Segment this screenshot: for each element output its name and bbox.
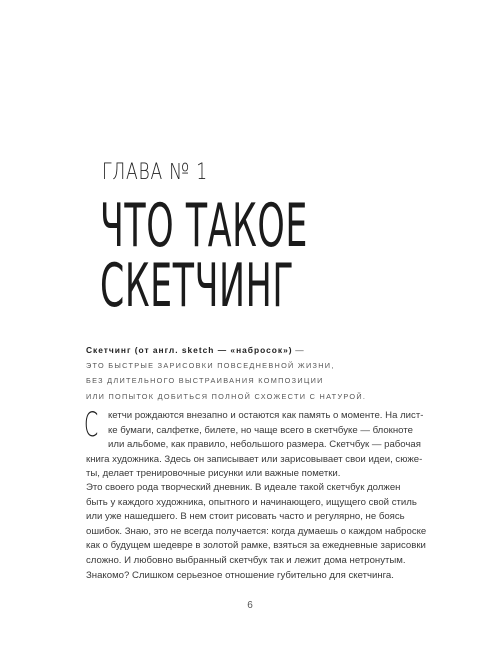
- paragraph-line: быть у каждого художника, опытного и начинающего, ищущего свой стиль: [86, 496, 417, 508]
- paragraph-2: [86, 481, 427, 583]
- paragraph-line: кетчи рождаются внезапно и остаются как память о моменте. На лист-: [108, 410, 424, 421]
- definition-dash: —: [292, 345, 305, 355]
- definition-line-2: БЕЗ ДЛИТЕЛЬНОГО ВЫСТРАИВАНИЯ КОМПОЗИЦИИ: [86, 376, 324, 386]
- paragraph-line: сложно. И любовно выбранный скетчбук так и лежит дома нетронутым.: [86, 554, 406, 566]
- paragraph-line: ке бумаги, салфетке, билете, но чаще всего в скетчбуке — блокноте: [108, 424, 413, 436]
- page-number: 6: [247, 600, 253, 611]
- paragraph-line: ты, делает тренировочные рисунки или важные пометки.: [86, 468, 341, 480]
- paragraph-line: как о будущем шедевре в золотой рамке, взяться за ежедневные зарисовки: [86, 540, 426, 552]
- paragraph-line: или альбоме, как правило, небольшого размера. Скетчбук — рабочая: [108, 439, 421, 451]
- paragraph-line: Знакомо? Слишком серьезное отношение губительно для скетчинга.: [86, 569, 394, 581]
- paragraph-line: ошибок. Знаю, это не всегда получается: когда думаешь о каждом наброске: [86, 525, 427, 537]
- paragraph-line: или уже нашедшего. В нем стоит рисовать часто и регулярно, не боясь: [86, 511, 405, 523]
- paragraph-line: Это своего рода творческий дневник. В идеале такой скетчбук должен: [86, 482, 401, 493]
- drop-cap-letter: С: [84, 409, 99, 439]
- definition-term: Скетчинг (от англ. sketch — «набросок»): [86, 345, 293, 355]
- definition-line-3: ИЛИ ПОПЫТОК ДОБИТЬСЯ ПОЛНОЙ СХОЖЕСТИ С НАТУРОЙ.: [86, 391, 367, 401]
- definition-line-1: ЭТО БЫСТРЫЕ ЗАРИСОВКИ ПОВСЕДНЕВНОЙ ЖИЗНИ,: [86, 360, 335, 370]
- chapter-label: ГЛАВА № 1: [102, 160, 209, 185]
- chapter-title-line-1: ЧТО ТАКОЕ: [100, 191, 308, 261]
- paragraph-1: [86, 409, 424, 482]
- chapter-title-line-2: СКЕТЧИНГ: [100, 251, 295, 321]
- paragraph-line: книга художника. Здесь он записывает или зарисовывает свои идеи, сюже-: [86, 453, 423, 465]
- definition-block: [86, 343, 416, 404]
